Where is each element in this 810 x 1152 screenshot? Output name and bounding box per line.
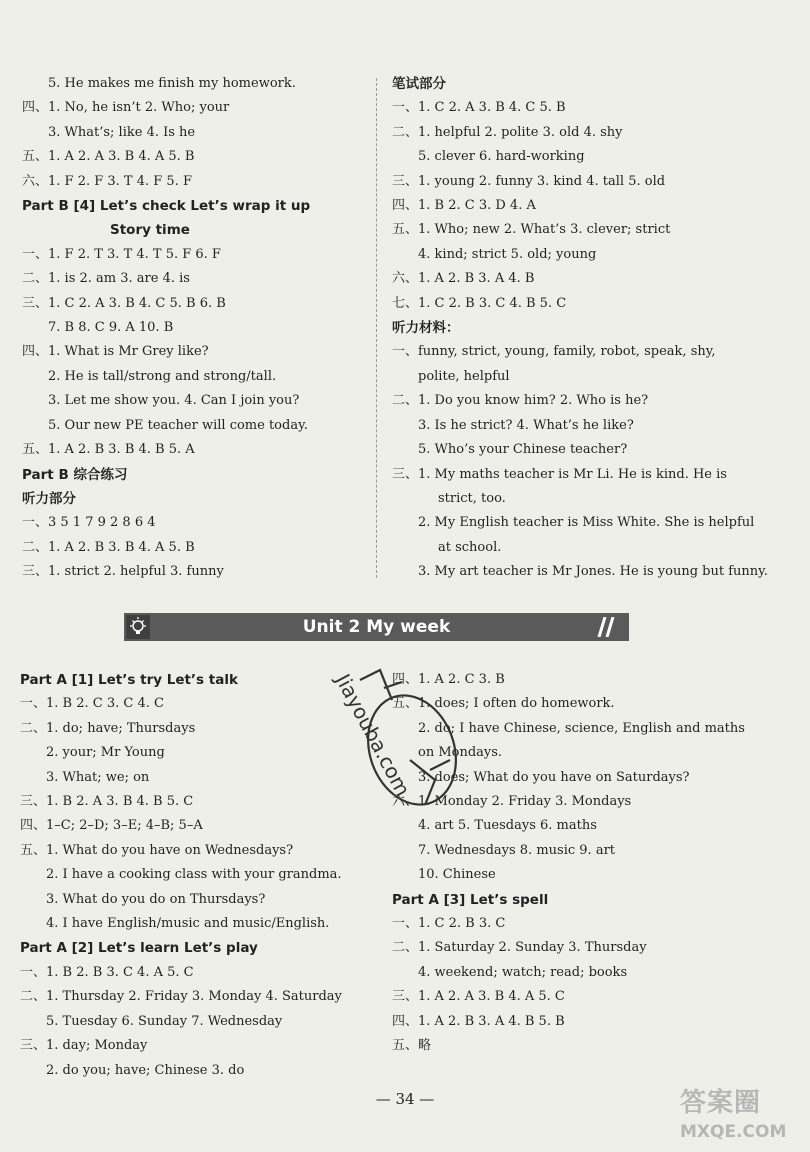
section-heading: Part A [2] Let’s learn Let’s play — [20, 940, 258, 957]
answer-line: 二、1. Saturday 2. Sunday 3. Thursday — [392, 940, 647, 956]
section-heading: 笔试部分 — [392, 76, 446, 92]
answer-line: 一、3 5 1 7 9 2 8 6 4 — [22, 515, 156, 531]
answer-line: 3. Is he strict? 4. What’s he like? — [418, 417, 634, 433]
answer-line: 六、1. A 2. B 3. A 4. B — [392, 271, 535, 287]
answer-line: 4. art 5. Tuesdays 6. maths — [418, 818, 597, 834]
left-column-top — [22, 72, 357, 585]
answer-line: 三、1. A 2. A 3. B 4. A 5. C — [392, 989, 565, 1005]
answer-line: 五、1. A 2. A 3. B 4. A 5. B — [22, 149, 195, 165]
answer-line: 2. your; Mr Young — [46, 745, 165, 761]
answer-line: 3. Let me show you. 4. Can I join you? — [48, 393, 300, 409]
slash-decoration — [597, 617, 615, 637]
answer-line: 一、1. C 2. A 3. B 4. C 5. B — [392, 100, 566, 116]
answer-line: 4. I have English/music and music/English. — [46, 916, 330, 932]
answer-line: 二、1. helpful 2. polite 3. old 4. shy — [392, 124, 623, 140]
answer-line: 3. What do you do on Thursdays? — [46, 891, 266, 907]
answer-line: 10. Chinese — [418, 867, 496, 883]
unit-banner — [124, 613, 629, 641]
answer-line: 四、1. B 2. C 3. D 4. A — [392, 198, 536, 214]
answer-line: 2. I have a cooking class with your grandma. — [46, 867, 342, 883]
answer-line: 3. does; What do you have on Saturdays? — [418, 769, 690, 785]
answer-line: 四、1. A 2. B 3. A 4. B 5. B — [392, 1013, 565, 1029]
answer-line: on Mondays. — [418, 745, 503, 761]
answer-line: 二、1. Thursday 2. Friday 3. Monday 4. Saturday — [20, 989, 342, 1005]
answer-line: 二、1. A 2. B 3. B 4. A 5. B — [22, 539, 195, 555]
answer-line: 六、1. F 2. F 3. T 4. F 5. F — [22, 173, 192, 189]
answer-line: polite, helpful — [418, 368, 510, 384]
answer-line: 三、1. C 2. A 3. B 4. C 5. B 6. B — [22, 295, 226, 311]
section-heading: 听力材料： — [392, 320, 460, 337]
answer-line: 二、1. do; have; Thursdays — [20, 720, 196, 736]
watermark-logo — [676, 1078, 804, 1148]
answer-line: 三、1. young 2. funny 3. kind 4. tall 5. old — [392, 173, 666, 189]
answer-line: 四、1–C; 2–D; 3–E; 4–B; 5–A — [20, 818, 203, 834]
answer-line: 七、1. C 2. B 3. C 4. B 5. C — [392, 295, 567, 311]
answer-line: 7. B 8. C 9. A 10. B — [48, 320, 174, 336]
left-column-bottom — [20, 668, 360, 1083]
answer-line: 一、1. C 2. B 3. C — [392, 916, 506, 932]
answer-line: at school. — [438, 539, 502, 555]
answer-line: 五、1. Who; new 2. What’s 3. clever; strict — [392, 222, 671, 238]
answer-line: 2. do you; have; Chinese 3. do — [46, 1062, 245, 1078]
section-heading: 听力部分 — [22, 490, 76, 507]
answer-line: 5. Who’s your Chinese teacher? — [418, 442, 628, 458]
answer-line: 一、funny, strict, young, family, robot, speak, shy, — [392, 344, 716, 360]
watermark-main: 答案圈 — [680, 1088, 762, 1118]
answer-line: 六、1. Monday 2. Friday 3. Mondays — [392, 794, 632, 810]
answer-line: 三、1. day; Monday — [20, 1038, 148, 1054]
answer-line: 四、1. What is Mr Grey like? — [22, 344, 209, 360]
answer-line: 五、1. A 2. B 3. B 4. B 5. A — [22, 442, 195, 458]
answer-line: 二、1. Do you know him? 2. Who is he? — [392, 393, 649, 409]
answer-line: 三、1. strict 2. helpful 3. funny — [22, 564, 224, 580]
answer-line: 一、1. F 2. T 3. T 4. T 5. F 6. F — [22, 246, 221, 262]
right-column-top — [392, 72, 768, 585]
handwritten-signature — [340, 660, 480, 830]
answer-line: 3. What’s; like 4. Is he — [48, 124, 196, 140]
answer-line: 5. Our new PE teacher will come today. — [48, 417, 308, 433]
answer-line: 3. What; we; on — [46, 769, 150, 785]
answer-line: 2. He is tall/strong and strong/tall. — [48, 368, 277, 384]
answer-line: 7. Wednesdays 8. music 9. art — [418, 842, 616, 858]
answer-line: 五、略 — [392, 1038, 432, 1054]
answer-line: 2. do; I have Chinese, science, English and maths — [418, 720, 745, 736]
answer-line: 4. weekend; watch; read; books — [418, 964, 628, 980]
answer-line: 五、1. What do you have on Wednesdays? — [20, 842, 294, 858]
page-number: — 34 — — [375, 1090, 435, 1108]
answer-line: strict, too. — [438, 490, 506, 506]
section-heading: Part A [3] Let’s spell — [392, 891, 549, 908]
answer-line: 二、1. is 2. am 3. are 4. is — [22, 271, 190, 287]
answer-line: 5. clever 6. hard-working — [418, 149, 585, 165]
unit-title: Unit 2 My week — [302, 617, 451, 637]
signature-text: Jiayouba.com — [330, 670, 416, 801]
answer-line: 2. My English teacher is Miss White. She is helpful — [418, 515, 755, 531]
answer-line: 5. He makes me finish my homework. — [48, 76, 296, 91]
answer-line: 四、1. A 2. C 3. B — [392, 672, 505, 687]
section-heading: Part B [4] Let’s check Let’s wrap it up — [22, 198, 311, 215]
answer-line: 5. Tuesday 6. Sunday 7. Wednesday — [46, 1013, 283, 1029]
answer-line: 三、1. My maths teacher is Mr Li. He is kind. He is — [392, 466, 727, 482]
answer-line: 四、1. No, he isn’t 2. Who; your — [22, 100, 230, 116]
section-heading: Part B 综合练习 — [22, 466, 128, 483]
section-heading: Story time — [110, 222, 190, 239]
answer-line: 3. My art teacher is Mr Jones. He is young but funny. — [418, 564, 768, 580]
answer-line: 三、1. B 2. A 3. B 4. B 5. C — [20, 794, 194, 810]
answer-line: 4. kind; strict 5. old; young — [418, 246, 597, 262]
watermark-sub: MXQE.COM — [680, 1122, 787, 1142]
answer-line: 一、1. B 2. C 3. C 4. C — [20, 696, 164, 712]
column-divider — [376, 78, 377, 578]
section-heading: Part A [1] Let’s try Let’s talk — [20, 672, 238, 688]
answer-line: 五、1. does; I often do homework. — [392, 696, 615, 712]
answer-line: 一、1. B 2. B 3. C 4. A 5. C — [20, 964, 194, 980]
